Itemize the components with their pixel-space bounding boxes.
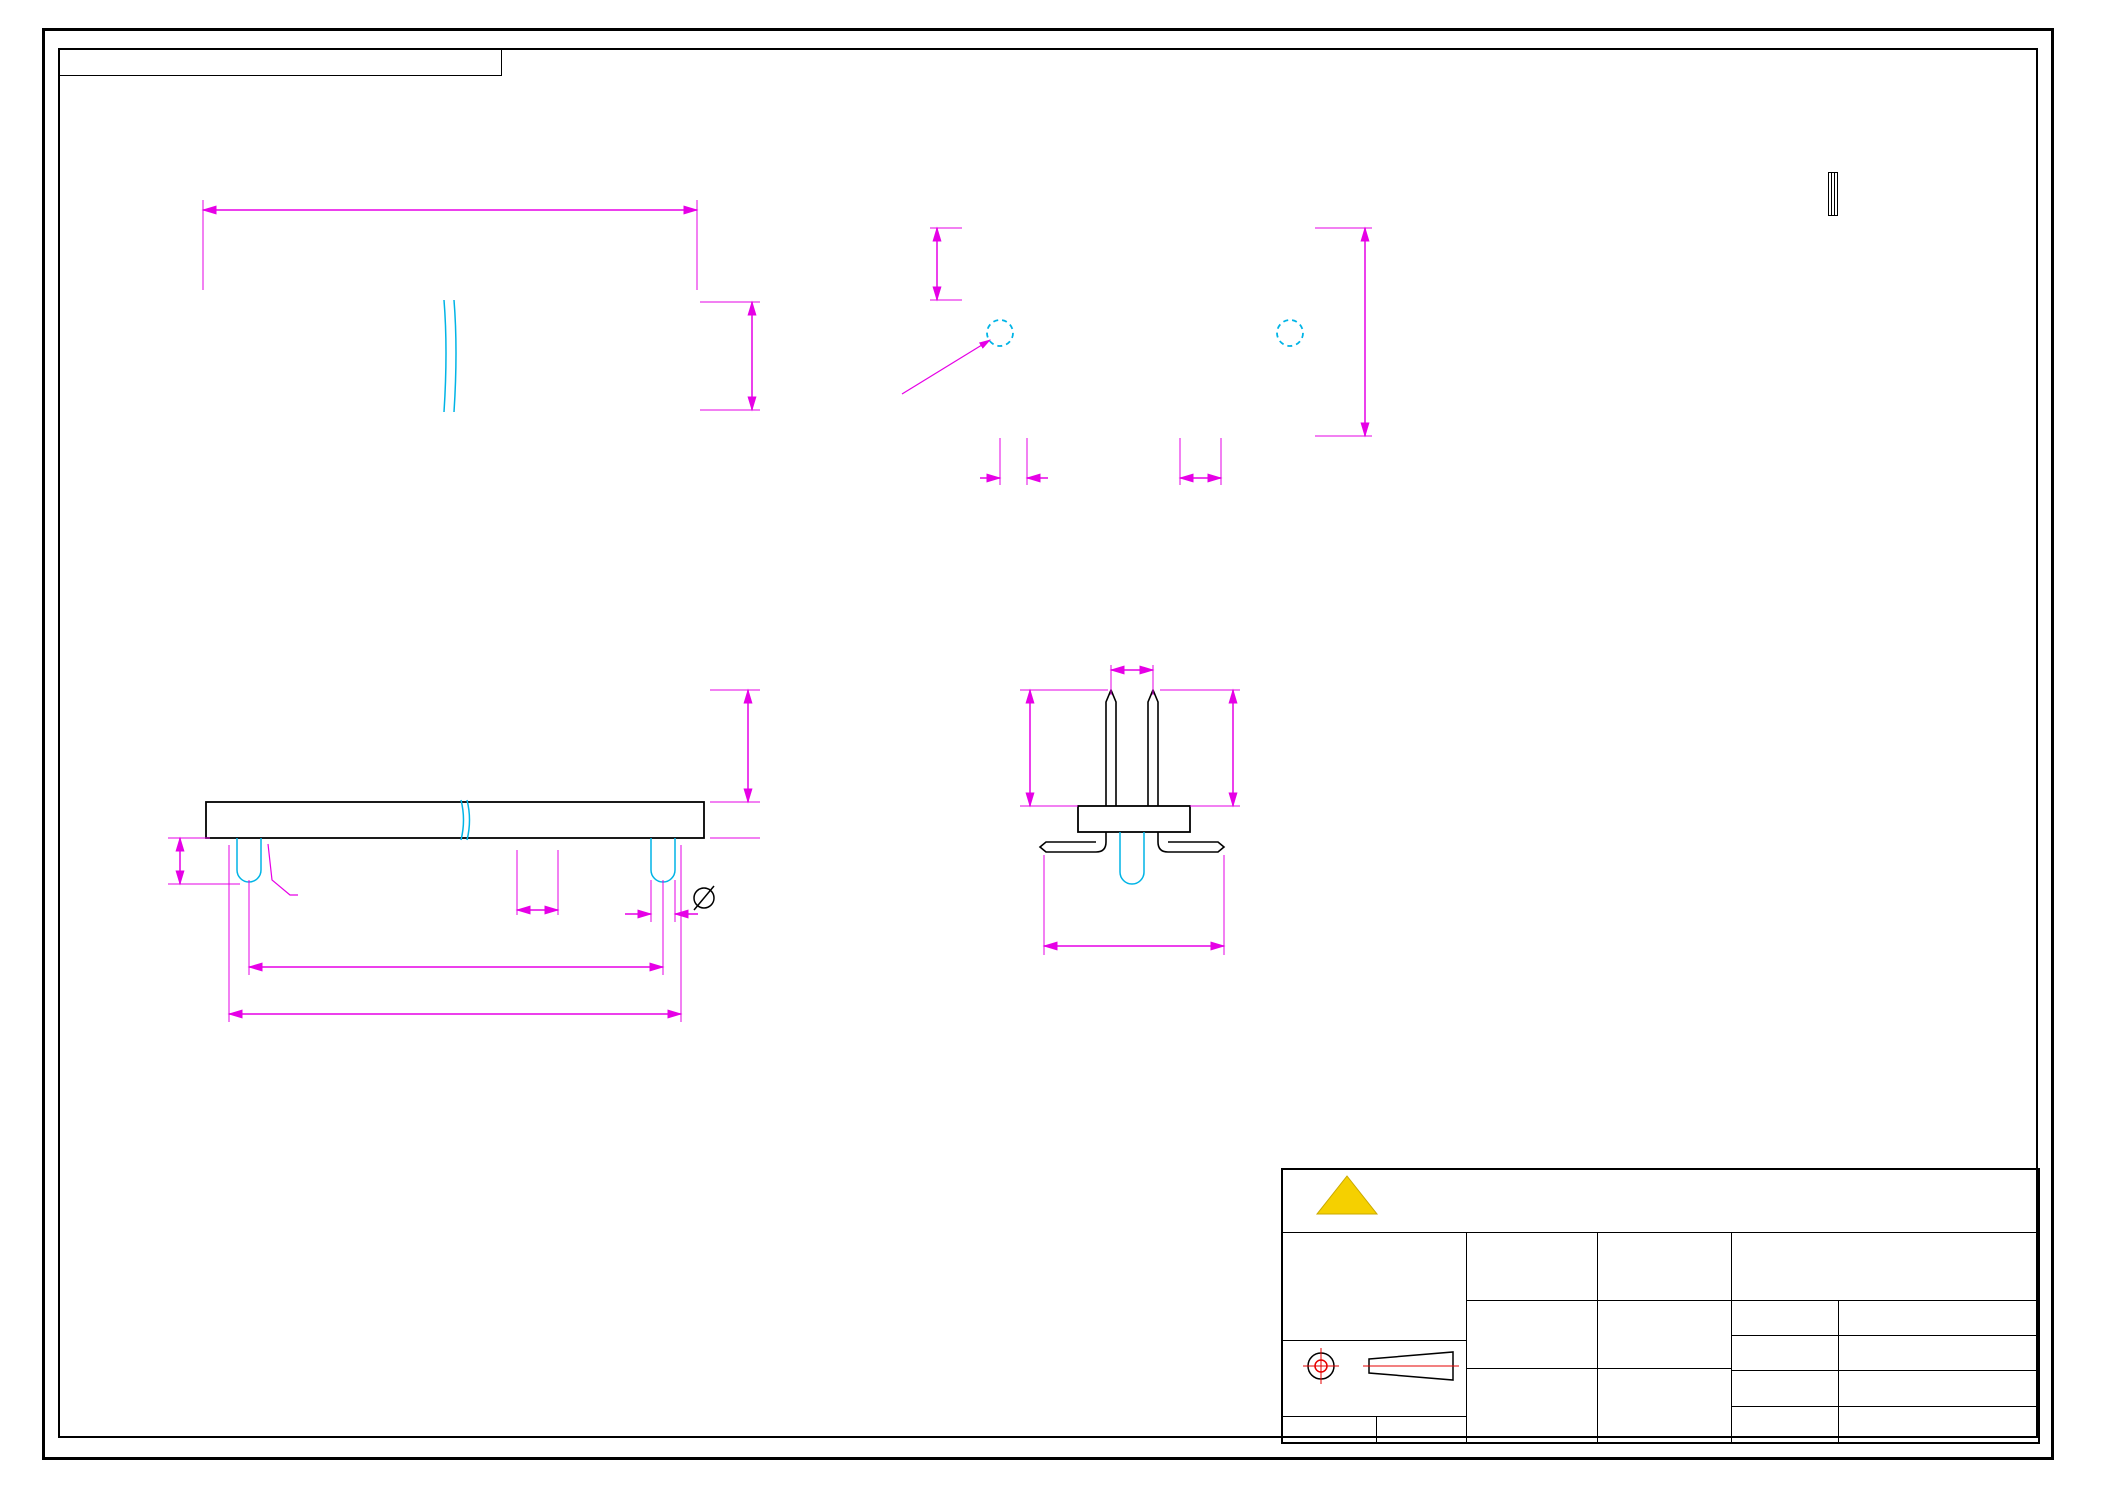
projection-symbol bbox=[1303, 1348, 1463, 1384]
tb-line bbox=[1466, 1300, 1731, 1301]
tolerance-row bbox=[1307, 1300, 1357, 1315]
tolerance-row bbox=[1307, 1270, 1357, 1285]
tb-line bbox=[1731, 1406, 2040, 1407]
tb-line bbox=[1597, 1232, 1598, 1444]
end-view-tail-left bbox=[1040, 832, 1106, 852]
end-view-pin-right bbox=[1148, 690, 1158, 806]
break-line bbox=[444, 300, 446, 412]
logo-triangle bbox=[1317, 1176, 1377, 1214]
end-view-post bbox=[1120, 832, 1144, 884]
company-logo bbox=[1311, 1174, 1383, 1228]
break-line bbox=[454, 300, 456, 412]
tb-line bbox=[1731, 1335, 2040, 1336]
pcb-layout-view bbox=[902, 228, 1372, 485]
tb-line bbox=[1283, 1416, 1466, 1417]
locating-hole-left bbox=[987, 320, 1013, 346]
break-line bbox=[467, 800, 470, 840]
tb-line bbox=[1838, 1300, 1839, 1444]
tb-line bbox=[1283, 1340, 1466, 1341]
side-view bbox=[168, 690, 760, 1022]
tb-line bbox=[1376, 1416, 1377, 1444]
post-right bbox=[651, 838, 675, 882]
tolerance-row bbox=[1307, 1285, 1357, 1300]
side-view-body bbox=[206, 802, 704, 838]
pin-size-leader bbox=[268, 844, 298, 895]
pin-dimension-table bbox=[1828, 172, 1838, 216]
break-line bbox=[461, 800, 464, 840]
end-view-body bbox=[1078, 806, 1190, 832]
tb-line bbox=[1731, 1370, 2040, 1371]
tb-line bbox=[1731, 1300, 2040, 1301]
table-header-row bbox=[1829, 173, 1838, 216]
end-view-pin-left bbox=[1106, 690, 1116, 806]
tb-line bbox=[1731, 1232, 1732, 1444]
diameter-symbol-slash bbox=[694, 886, 714, 910]
tolerance-table bbox=[1307, 1270, 1357, 1315]
tb-line bbox=[1283, 1232, 2040, 1233]
locating-hole-right bbox=[1277, 320, 1303, 346]
post-left bbox=[237, 838, 261, 882]
title-block bbox=[1281, 1168, 2040, 1444]
tb-line bbox=[1466, 1368, 1731, 1369]
end-view bbox=[1020, 665, 1240, 955]
top-view bbox=[203, 200, 760, 412]
tb-line bbox=[1466, 1232, 1467, 1444]
end-view-tail-right bbox=[1158, 832, 1224, 852]
hole-leader bbox=[902, 340, 990, 394]
table-header bbox=[1835, 173, 1838, 216]
